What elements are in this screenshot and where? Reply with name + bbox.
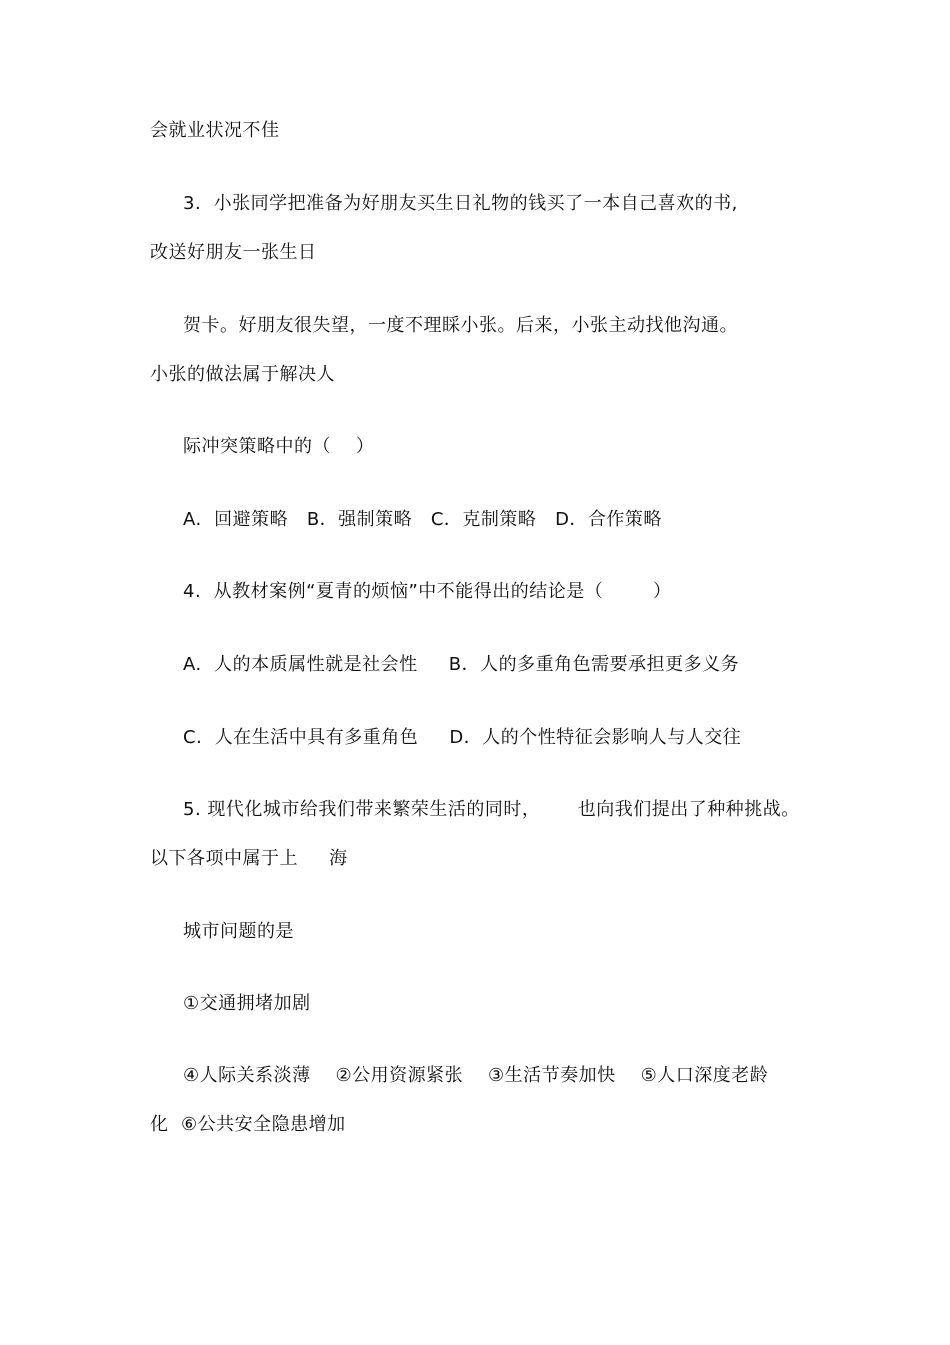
- question-5-item-1: ①交通拥堵加剧: [183, 993, 311, 1014]
- question-5-line-2: 以下各项中属于上 海: [150, 848, 348, 869]
- question-5-line-3: 城市问题的是: [183, 921, 294, 942]
- question-4-stem: 4. 从教材案例“夏青的烦恼”中不能得出的结论是（ ）: [183, 581, 672, 602]
- question-3-options: A. 回避策略 B．强制策略 C．克制策略 D．合作策略: [183, 509, 662, 530]
- text-line-continuation: 会就业状况不佳: [150, 120, 280, 141]
- question-5-line-1: 5. 现代化城市给我们带来繁荣生活的同时， 也向我们提出了种种挑战。: [183, 799, 800, 820]
- question-5-items: ④人际关系淡薄 ②公用资源紧张 ③生活节奏加快 ⑤人口深度老龄: [183, 1065, 769, 1086]
- question-4-options-cd: C. 人在生活中具有多重角色 D．人的个性特征会影响人与人交往: [183, 727, 742, 748]
- question-3-line-1: 3. 小张同学把准备为好朋友买生日礼物的钱买了一本自己喜欢的书,: [183, 193, 738, 214]
- question-4-options-ab: A. 人的本质属性就是社会性 B．人的多重角色需要承担更多义务: [183, 654, 740, 675]
- question-3-line-4: 小张的做法属于解决人: [150, 364, 335, 385]
- question-3-line-5: 际冲突策略中的（ ）: [183, 436, 375, 457]
- question-3-line-3: 贺卡。好朋友很失望，一度不理睬小张。后来，小张主动找他沟通。: [183, 315, 738, 336]
- question-3-line-2: 改送好朋友一张生日: [150, 242, 317, 263]
- question-5-items-continued: 化 ⑥公共安全隐患增加: [150, 1114, 346, 1135]
